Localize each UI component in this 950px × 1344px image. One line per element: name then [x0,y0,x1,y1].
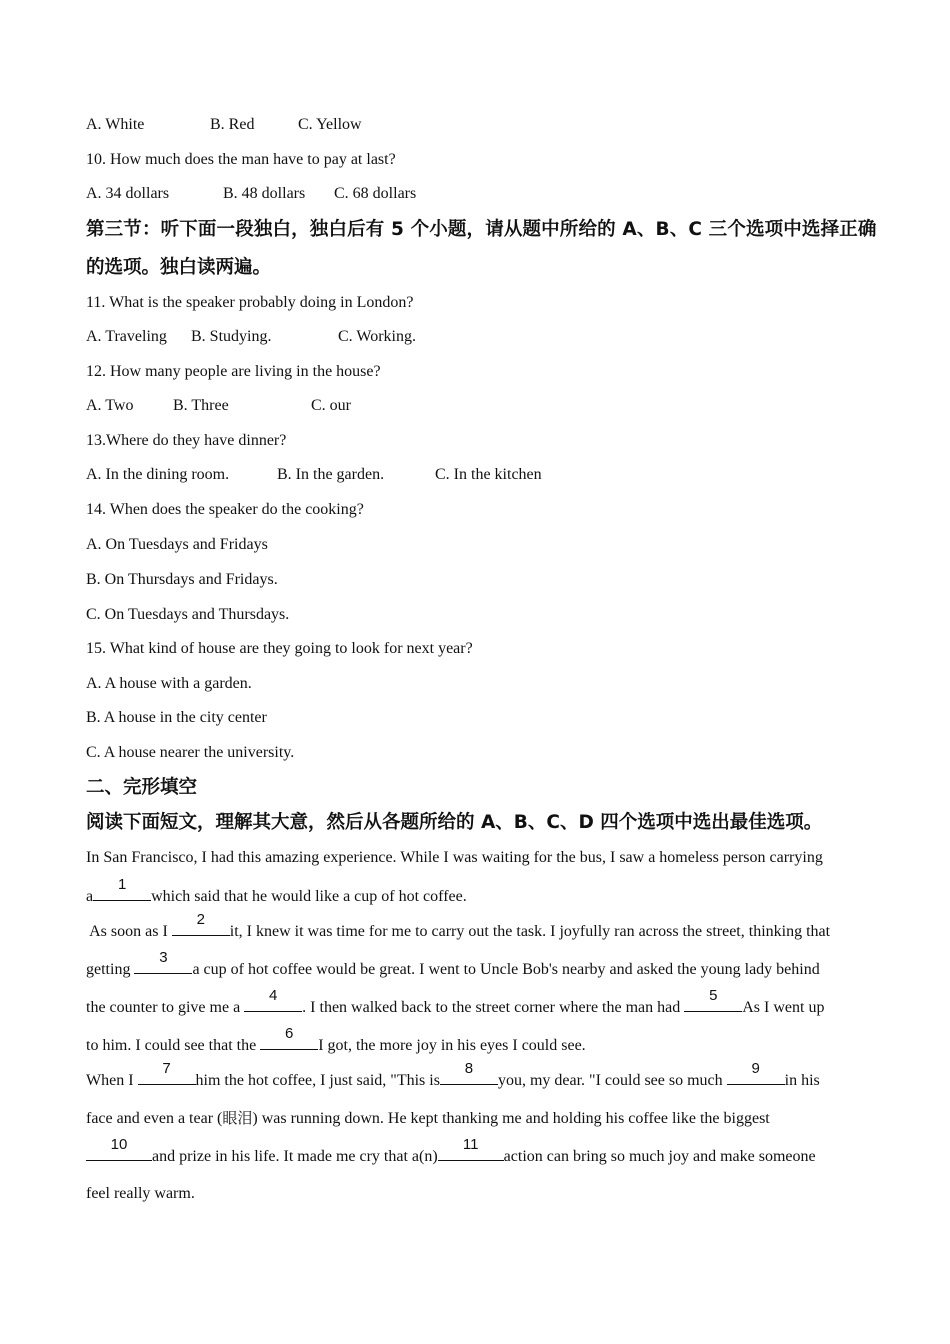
option-b: B. Three [173,397,229,414]
option-c: C. our [311,397,351,414]
option-b: B. Studying. [191,328,272,345]
blank-4 [244,987,302,1012]
blank-10 [86,1136,152,1161]
option-b: B. 48 dollars [223,185,306,202]
section-heading-line1: 第三节：听下面一段独白，独白后有 5 个小题，请从题中所给的 A、B、C 三个选项中选择正确 [86,219,877,240]
passage-text: As I went up [742,999,825,1016]
option-b: B. A house in the city center [86,709,267,726]
question-15: 15. What kind of house are they going to look for next year? [86,640,473,657]
option-b: B. Red [210,116,255,133]
passage-line [86,1108,770,1129]
part2-title: 二、完形填空 [86,777,198,798]
passage-line: feel really warm. [86,1185,195,1202]
option-b: B. In the garden. [277,466,385,483]
option-a: A. A house with a garden. [86,675,252,692]
passage-text: I got, the more joy in his eyes I could see. [318,1037,586,1054]
blank-number: 3 [159,949,168,966]
option-c: C. 68 dollars [334,185,417,202]
question-10: 10. How much does the man have to pay at last? [86,151,396,168]
blank-number: 2 [196,911,205,928]
option-a: A. Two [86,397,134,414]
blank-number: 1 [117,876,127,893]
passage-text: it, I knew it was time for me to carry out the task. I joyfully ran across the street, thinking that [229,923,831,940]
option-c: C. On Tuesdays and Thursdays. [86,606,290,623]
chinese-gloss: 眼泪 [222,1109,253,1127]
blank-number: 11 [462,1136,479,1153]
passage-text: . I then walked back to the street corner where the man had [302,999,685,1016]
option-c: C. Working. [338,328,416,345]
passage-text: you, my dear. "I could see so much [497,1072,727,1089]
passage-text: which said that he would like a cup of hot coffee. [151,888,467,905]
section-heading-line2: 的选项。独白读两遍。 [86,257,272,278]
option-a: A. In the dining room. [86,466,230,483]
passage-text: When I [86,1072,138,1089]
passage-line [86,1136,816,1167]
option-c: C. In the kitchen [435,466,542,483]
passage-text: As soon as I [86,923,172,940]
blank-2 [172,911,230,936]
option-b: B. On Thursdays and Fridays. [86,571,278,588]
passage-text: action can bring so much joy and make someone [503,1148,816,1165]
passage-line [86,987,825,1018]
blank-5 [684,987,742,1012]
passage-text: in his [784,1072,820,1089]
blank-1 [93,876,151,901]
passage-text: to him. I could see that the [86,1037,261,1054]
question-11: 11. What is the speaker probably doing in London? [86,294,414,311]
blank-6 [260,1025,318,1050]
option-a: A. 34 dollars [86,185,170,202]
blank-number: 10 [110,1136,128,1153]
option-a: A. On Tuesdays and Fridays [86,536,268,553]
passage-text: face and even a tear ( [86,1110,223,1127]
option-a: A. Traveling [86,328,167,345]
blank-number: 6 [285,1025,294,1042]
blank-3 [134,949,192,974]
passage-line [86,911,831,942]
blank-9 [727,1060,785,1085]
blank-number: 4 [269,987,278,1004]
passage-text: a cup of hot coffee would be great. I went to Uncle Bob's nearby and asked the young lady behind [192,961,820,978]
blank-8 [440,1060,498,1085]
passage-text: him the hot coffee, I just said, "This is [195,1072,440,1089]
passage-line [86,1025,586,1056]
passage-line [86,1060,820,1091]
question-12: 12. How many people are living in the house? [86,363,381,380]
blank-11 [438,1136,504,1161]
question-14: 14. When does the speaker do the cooking? [86,501,364,518]
passage-line: In San Francisco, I had this amazing experience. While I was waiting for the bus, I saw a homeless person carrying [86,849,823,866]
option-a: A. White [86,116,145,133]
passage-text: and prize in his life. It made me cry that a(n) [152,1148,438,1165]
passage-line [86,876,467,907]
passage-text: the counter to give me a [86,999,245,1016]
blank-number: 8 [464,1060,474,1077]
blank-number: 5 [709,987,718,1004]
passage-text: getting [86,961,135,978]
passage-text: a [86,888,94,905]
option-c: C. A house nearer the university. [86,744,295,761]
part2-instruction: 阅读下面短文，理解其大意，然后从各题所给的 A、B、C、D 四个选项中选出最佳选项。 [86,812,823,833]
passage-text: ) was running down. He kept thanking me and holding his coffee like the biggest [252,1110,770,1127]
blank-number: 7 [162,1060,171,1077]
passage-line [86,949,820,980]
question-13: 13.Where do they have dinner? [86,432,287,449]
blank-7 [138,1060,196,1085]
option-c: C. Yellow [298,116,362,133]
blank-number: 9 [751,1060,760,1077]
